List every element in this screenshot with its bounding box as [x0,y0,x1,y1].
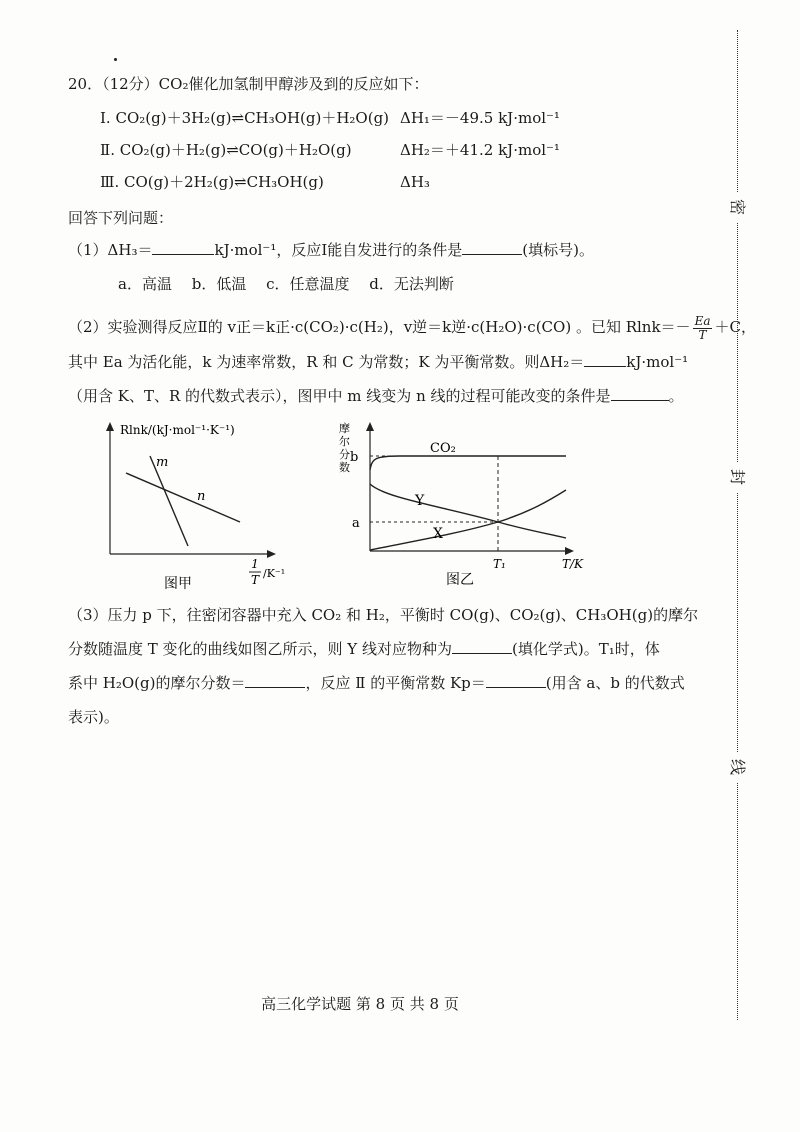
yi-ylabel-c4: 数 [339,461,350,474]
jia-xlabel-unit: /K⁻¹ [263,567,286,580]
part3-text-3a: 系中 H₂O(g)的摩尔分数＝ [68,674,246,692]
reaction-2-equation: CO₂(g)＋H₂(g)⇌CO(g)＋H₂O(g) [119,141,352,159]
fraction-numerator: Ea [694,313,711,328]
part3-text-3c: (用含 a、b 的代数式 [545,674,685,692]
jia-caption: 图甲 [164,576,192,592]
reaction-3-label: Ⅲ. [100,173,125,191]
answer-blank-dh2[interactable] [584,352,626,367]
jia-y-arrow [106,422,114,431]
reaction-3-equation: CO(g)＋2H₂(g)⇌CH₃OH(g) [124,173,324,191]
fraction-denominator: T [698,327,707,342]
reaction-1-enthalpy: ΔH₁＝－49.5 kJ·mol⁻¹ [400,109,560,127]
seal-char-feng: 封 [722,462,752,492]
part2-text-1b: ＋C， [714,318,756,336]
part3-line-2 [68,639,660,659]
yi-tick-t1: T₁ [493,557,506,571]
reaction-1-equation: CO₂(g)＋3H₂(g)⇌CH₃OH(g)＋H₂O(g) [115,109,390,127]
stray-dot [114,58,117,61]
yi-x-curve [370,490,566,550]
jia-xlabel-num: 1 [251,557,259,571]
seal-char-xian: 线 [722,752,752,782]
part2-line-2 [68,352,688,372]
part1-options: a．高温 b．低温 c．任意温度 d．无法判断 [118,275,454,293]
reaction-1-label: Ⅰ. [100,109,116,127]
yi-ylabel-c2: 尔 [339,435,350,448]
part2-line-1 [68,314,756,342]
answer-blank-dh3[interactable] [152,240,214,255]
answer-blank-h2o-fraction[interactable] [245,673,305,688]
yi-x-arrow [565,547,574,555]
yi-ylabel [339,421,350,474]
page-footer: 高三化学试题 第 8 页 共 8 页 [261,995,459,1013]
part2-line-3 [68,386,684,406]
yi-ylabel-c3: 分 [339,448,350,461]
seal-char-mi: 密 [722,192,752,222]
reaction-3 [100,172,324,192]
part3-text-3b: ，反应 Ⅱ 的平衡常数 Kp＝ [305,674,486,692]
reaction-2-enthalpy: ΔH₂＝＋41.2 kJ·mol⁻¹ [400,141,560,159]
part2-text-2a: 其中 Ea 为活化能，k 为速率常数，R 和 C 为常数；K 为平衡常数。则ΔH₂＝ [68,353,585,371]
yi-xlabel: T/K [562,557,584,571]
answer-blank-condition[interactable] [611,386,669,401]
jia-label-m: m [156,455,169,470]
yi-tick-b: b [350,450,359,465]
yi-x-label: X [433,526,443,542]
part1-text-a: （1）ΔH₃＝ [68,241,153,259]
figure-yi [330,418,600,594]
part3-text-2a: 分数随温度 T 变化的曲线如图乙所示，则 Y 线对应物种为 [68,640,452,658]
yi-co2-curve [370,456,566,470]
answer-blank-y-species[interactable] [452,639,512,654]
reaction-2 [100,140,352,160]
jia-line-n [126,473,240,522]
jia-x-arrow [267,550,276,558]
part2-text-3a: （用含 K、T、R 的代数式表示），图甲中 m 线变为 n 线的过程可能改变的条件是 [68,387,611,405]
jia-xlabel-den: T [250,573,260,587]
seal-dotted-line [737,30,738,1020]
prompt: 回答下列问题： [68,209,174,227]
yi-caption: 图乙 [446,572,474,588]
yi-y-arrow [366,422,374,431]
reaction-2-label: Ⅱ. [100,141,120,159]
part2-text-3b: 。 [668,387,684,405]
jia-ylabel: Rlnk/(kJ·mol⁻¹·K⁻¹) [120,423,235,437]
question-header: 20．（12分）CO₂催化加氢制甲醇涉及到的反应如下： [68,75,429,93]
part1-text-b: kJ·mol⁻¹，反应Ⅰ能自发进行的条件是 [214,241,463,259]
figure-jia [100,418,300,594]
yi-y-label: Y [415,493,425,509]
answer-blank-spontaneous[interactable] [462,240,522,255]
answer-blank-kp[interactable] [486,673,546,688]
part1-line [68,240,594,260]
activation-fraction [693,315,713,342]
part1-text-c: (填标号)。 [522,241,594,259]
reaction-3-enthalpy: ΔH₃ [400,173,430,191]
part3-line-4: 表示)。 [68,708,119,726]
part2-text-1a: （2）实验测得反应Ⅱ的 v正＝k正·c(CO₂)·c(H₂)，v逆＝k逆·c(H₂O)·c(CO) 。已知 Rlnk＝－ [68,318,691,336]
part3-text-2b: (填化学式)。T₁时，体 [511,640,660,658]
yi-co2-label: CO₂ [430,441,456,456]
part2-text-2b: kJ·mol⁻¹ [626,353,689,371]
part3-line-3 [68,673,685,693]
jia-label-n: n [197,489,206,504]
reaction-1 [100,108,389,128]
yi-ylabel-c1: 摩 [339,422,350,435]
yi-tick-a: a [352,516,360,531]
part3-line-1: （3）压力 p 下，往密闭容器中充入 CO₂ 和 H₂，平衡时 CO(g)、CO₂(g)、CH₃OH(g)的摩尔 [68,606,699,624]
